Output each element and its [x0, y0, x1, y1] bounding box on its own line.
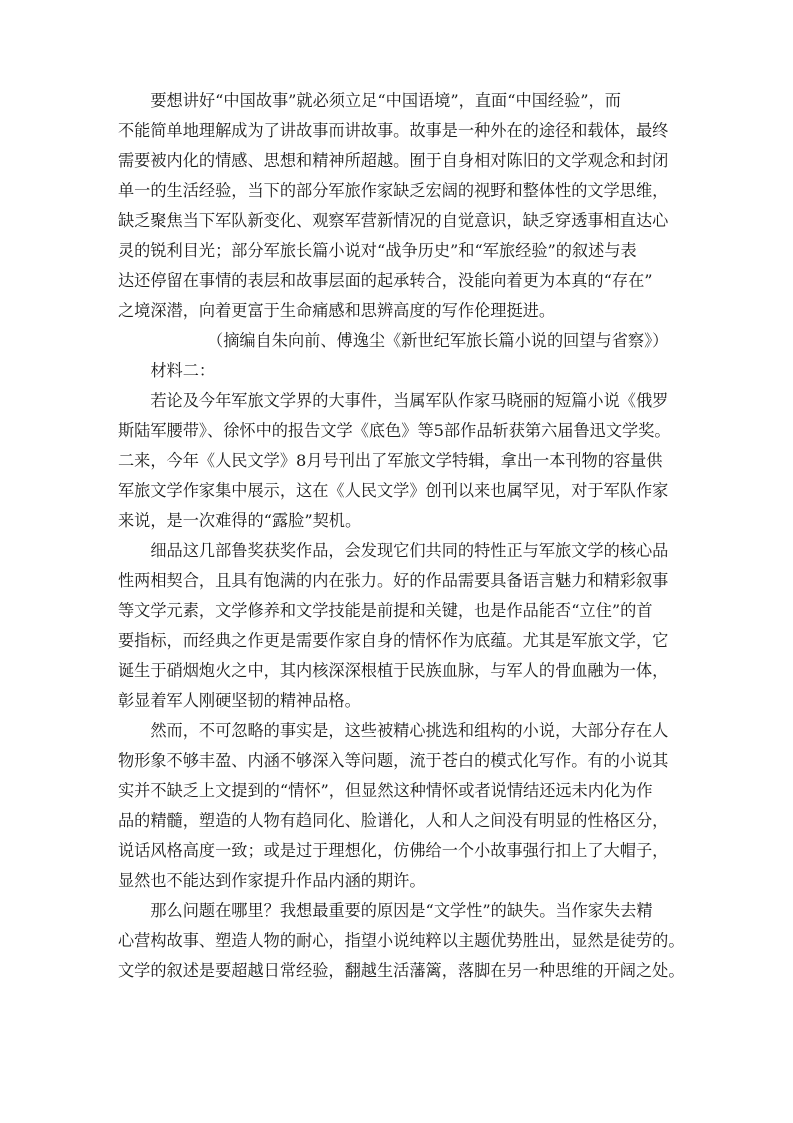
text-line: 那么问题在哪里？我想最重要的原因是“文学性”的缺失。当作家失去精 [118, 901, 653, 920]
text-line: 不能简单地理解成为了讲故事而讲故事。故事是一种外在的途径和载体，最终 [118, 121, 669, 140]
text-line: 之境深潜，向着更富于生命痛感和思辨高度的写作伦理挺进。 [118, 301, 556, 320]
text-line: 需要被内化的情感、思想和精神所超越。囿于自身相对陈旧的文学观念和封闭 [118, 151, 669, 170]
text-line: 心营构故事、塑造人物的耐心，指望小说纯粹以主题优势胜出，显然是徒劳的。 [118, 931, 685, 950]
text-line: 若论及今年军旅文学界的大事件，当属军队作家马晓丽的短篇小说《俄罗 [118, 391, 669, 410]
text-line: 文学的叙述是要超越日常经验，翻越生活藩篱，落脚在另一种思维的开阔之处。 [118, 961, 685, 980]
text-line: 品的精髓，塑造的人物有趋同化、脸谱化，人和人之间没有明显的性格区分， [118, 811, 669, 830]
text-line: 显然也不能达到作家提升作品内涵的期许。 [118, 871, 426, 890]
text-line: 缺乏聚焦当下军队新变化、观察军营新情况的自觉意识，缺乏穿透事相直达心 [118, 211, 669, 230]
text-line: 实并不缺乏上文提到的“情怀”，但显然这种情怀或者说情结还远未内化为作 [118, 781, 653, 800]
text-line: 二来，今年《人民文学》8月号刊出了军旅文学特辑，拿出一本刊物的容量供 [118, 451, 663, 470]
text-line: 诞生于硝烟炮火之中，其内核深深根植于民族血脉，与军人的骨血融为一体， [118, 661, 669, 680]
text-line: 然而，不可忽略的事实是，这些被精心挑选和组构的小说，大部分存在人 [118, 721, 669, 740]
text-line: 单一的生活经验，当下的部分军旅作家缺乏宏阔的视野和整体性的文学思维， [118, 181, 669, 200]
text-line: 灵的锐利目光；部分军旅长篇小说对“战争历史”和“军旅经验”的叙述与表 [118, 241, 637, 260]
text-line: 达还停留在事情的表层和故事层面的起承转合，没能向着更为本真的“存在” [118, 271, 653, 290]
text-line: 彰显着军人刚硬坚韧的精神品格。 [118, 691, 361, 710]
source-citation: （摘编自朱向前、傅逸尘《新世纪军旅长篇小说的回望与省察》） [118, 331, 669, 350]
text-line: 细品这几部鲁奖获奖作品，会发现它们共同的特性正与军旅文学的核心品 [118, 541, 669, 560]
text-line: 要指标，而经典之作更是需要作家自身的情怀作为底蕴。尤其是军旅文学，它 [118, 631, 669, 650]
text-line: 等文学元素，文学修养和文学技能是前提和关键，也是作品能否“立住”的首 [118, 601, 653, 620]
text-line: 斯陆军腰带》、徐怀中的报告文学《底色》等5部作品斩获第六届鲁迅文学奖。 [118, 421, 671, 440]
section-heading: 材料二： [118, 361, 216, 380]
text-line: 要想讲好“中国故事”就必须立足“中国语境”，直面“中国经验”，而 [118, 91, 621, 110]
text-line: 来说，是一次难得的“露脸”契机。 [118, 511, 362, 530]
text-line: 性两相契合，且具有饱满的内在张力。好的作品需要具备语言魅力和精彩叙事 [118, 571, 669, 590]
text-line: 物形象不够丰盈、内涵不够深入等问题，流于苍白的模式化写作。有的小说其 [118, 751, 669, 770]
text-line: 说话风格高度一致；或是过于理想化，仿佛给一个小故事强行扣上了大帽子， [118, 841, 669, 860]
text-line: 军旅文学作家集中展示，这在《人民文学》创刊以来也属罕见，对于军队作家 [118, 481, 669, 500]
